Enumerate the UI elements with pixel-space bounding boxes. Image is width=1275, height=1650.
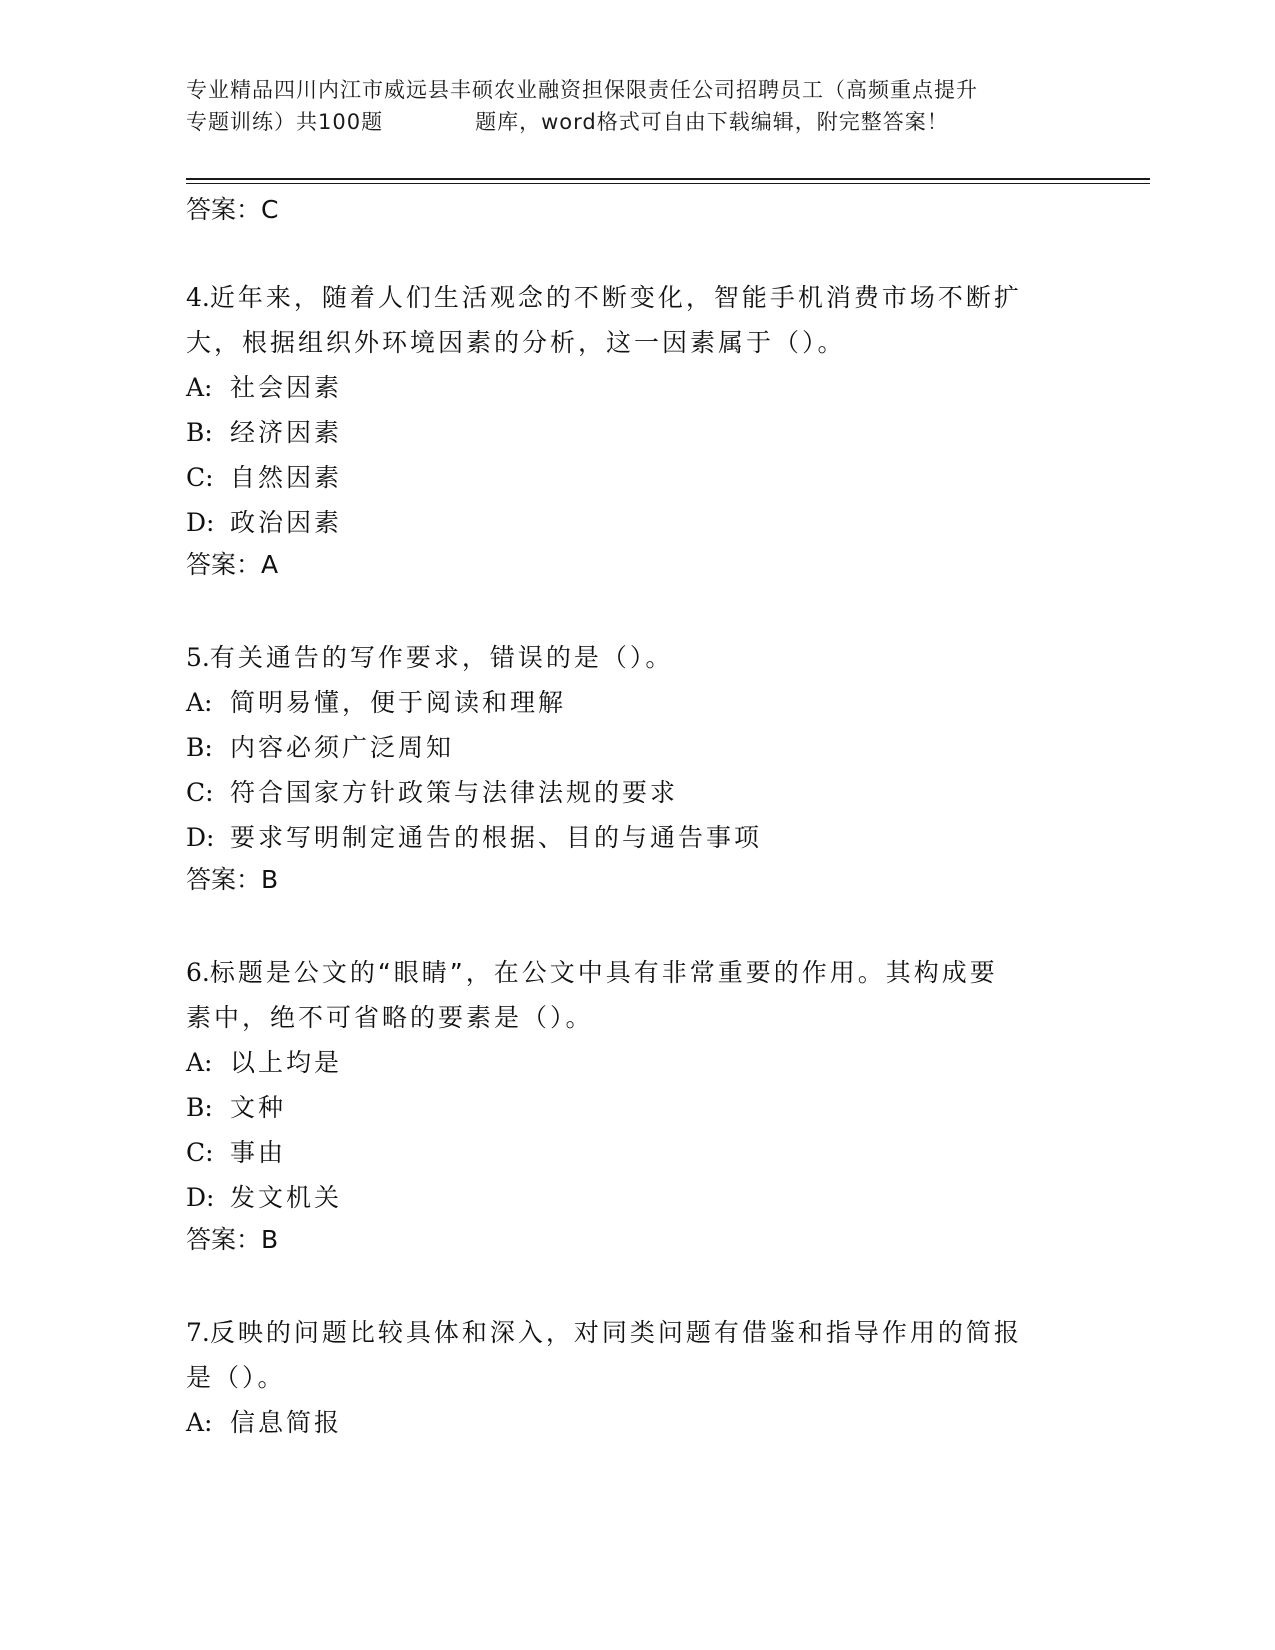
question-block	[186, 635, 1150, 900]
question-block	[186, 275, 1150, 585]
question-text: 5.有关通告的写作要求，错误的是（）。	[186, 643, 674, 672]
header-divider-thick	[186, 178, 1150, 180]
question-number: 6.	[186, 958, 210, 987]
option-b: B: 经济因素	[186, 418, 343, 447]
question-text-continued: 素中，绝不可省略的要素是（）。	[186, 1003, 594, 1032]
option-a: A: 简明易懂，便于阅读和理解	[186, 688, 567, 717]
header-line-2-right: 题库，word格式可自由下载编辑，附完整答案！	[475, 110, 949, 134]
answer-line: 答案：A	[186, 550, 279, 579]
answer-line: 答案：B	[186, 1225, 279, 1254]
header-line-2	[186, 106, 1086, 138]
question-list	[186, 190, 1150, 1445]
question-number: 7.	[186, 1318, 210, 1347]
question-text: 6.标题是公文的“眼睛”，在公文中具有非常重要的作用。其构成要	[186, 958, 998, 987]
question-text-continued: 大，根据组织外环境因素的分析，这一因素属于（）。	[186, 328, 846, 357]
option-a: A: 信息简报	[186, 1408, 343, 1437]
option-d: D: 政治因素	[186, 508, 343, 537]
question-text: 7.反映的问题比较具体和深入，对同类问题有借鉴和指导作用的简报	[186, 1318, 1022, 1347]
question-block	[186, 950, 1150, 1260]
question-number: 5.	[186, 643, 210, 672]
question-text-continued: 是（）。	[186, 1363, 286, 1392]
option-c: C: 自然因素	[186, 463, 343, 492]
question-block	[186, 1310, 1150, 1445]
header-line-2-left: 专题训练）共100题	[186, 110, 384, 134]
header-line-1: 专业精品四川内江市威远县丰硕农业融资担保限责任公司招聘员工（高频重点提升	[186, 78, 978, 102]
header-divider-thin	[186, 183, 1150, 184]
previous-answer: 答案：C	[186, 195, 279, 224]
option-d: D: 要求写明制定通告的根据、目的与通告事项	[186, 823, 763, 852]
answer-line: 答案：B	[186, 865, 279, 894]
option-d: D: 发文机关	[186, 1183, 343, 1212]
option-c: C: 事由	[186, 1138, 287, 1167]
option-c: C: 符合国家方针政策与法律法规的要求	[186, 778, 679, 807]
option-a: A: 以上均是	[186, 1048, 343, 1077]
question-number: 4.	[186, 283, 210, 312]
page-header	[186, 74, 1086, 138]
option-b: B: 文种	[186, 1093, 287, 1122]
option-b: B: 内容必须广泛周知	[186, 733, 455, 762]
question-text: 4.近年来，随着人们生活观念的不断变化，智能手机消费市场不断扩	[186, 283, 1022, 312]
option-a: A: 社会因素	[186, 373, 343, 402]
